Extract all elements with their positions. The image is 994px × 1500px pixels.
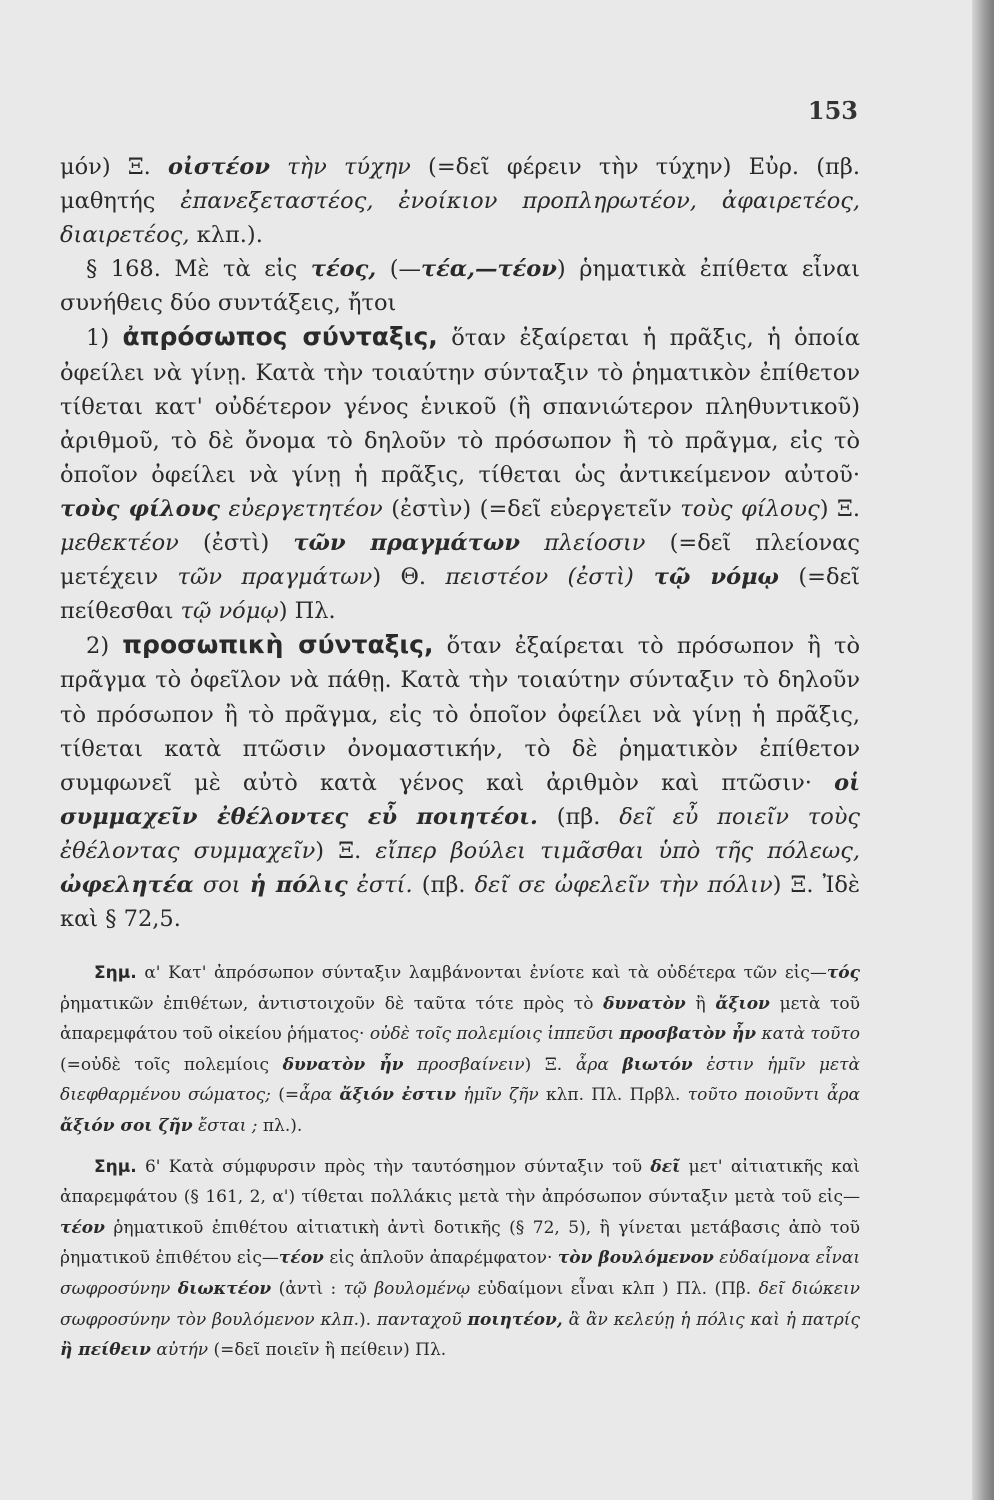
text-span: ἄξιον bbox=[715, 993, 770, 1014]
text-span: προσβατὸν ἦν bbox=[619, 1024, 757, 1045]
text-span: κλπ.). bbox=[189, 222, 263, 249]
text-span: οἱ συμμαχεῖν bbox=[60, 769, 860, 830]
text-span: (=δεῖ πείθεσθαι bbox=[60, 564, 860, 625]
text-span: μόν) Ξ. bbox=[60, 154, 169, 180]
text-span: ῥηματικοῦ ἐπιθέτου αἰτιατικὴ ἀντὶ δοτικῆς (§ 72, 5), ἢ γίνεται μετάβασις ἀπὸ τοῦ ῥηματικοῦ ἐπιθέτου εἰς— bbox=[60, 1217, 860, 1269]
text-span: (= bbox=[270, 1085, 300, 1106]
text-span: τοὺς φίλους bbox=[680, 495, 820, 522]
note-1 bbox=[60, 958, 860, 1142]
text-span: οὐδὲ τοῖς πολεμίοις ἱππεῦσι bbox=[369, 1024, 620, 1045]
text-span: πλ.). bbox=[257, 1115, 303, 1136]
text-span: ἆρα bbox=[575, 1054, 623, 1075]
text-span: ) Ξ. bbox=[524, 1054, 576, 1075]
text-span: ἐπανεξεταστέος, ἐνοίκιον προπληρωτέον, ἀφαιρετέος, διαιρετέος, bbox=[60, 188, 861, 249]
text-span: σοι bbox=[193, 871, 250, 898]
text-span: πειστέον (ἐστὶ) bbox=[445, 564, 634, 591]
text-span: ἐθέλοντες εὖ ποιητέοι. bbox=[216, 803, 538, 830]
text-span: (ἐστὶ) bbox=[178, 530, 294, 557]
text-span: ἆρα bbox=[299, 1085, 340, 1106]
section-heading: ἀπρόσωπος σύνταξις, bbox=[122, 322, 438, 352]
text-span: τῷ νόμῳ bbox=[633, 564, 779, 591]
text-span: α' Κατ' ἀπρόσωπον σύνταξιν λαμβάνονται ἐνίοτε καὶ τὰ οὐδέτερα τῶν εἰς— bbox=[136, 963, 827, 983]
text-span: τῶν πραγμάτων bbox=[293, 530, 520, 557]
text-span: ) Πλ. bbox=[278, 598, 336, 625]
text-span: (πβ. bbox=[412, 871, 475, 898]
text-span: δεῖ σε ὠφελεῖν τὴν πόλιν bbox=[474, 871, 773, 898]
text-span: τός bbox=[826, 963, 860, 983]
text-span: (=δεῖ φέρειν τὴν τύχην) Εὐρ. (πβ. μαθητής bbox=[60, 154, 861, 215]
text-span: ἐστί. bbox=[347, 871, 413, 898]
text-span: τέα,—τέον bbox=[420, 256, 557, 283]
text-span: τέον bbox=[60, 1217, 105, 1238]
text-span: τὴν τύχην bbox=[269, 154, 411, 180]
text-span: αὐτήν bbox=[150, 1340, 209, 1361]
text-span: (=οὐδὲ τοῖς πολεμίοις bbox=[60, 1054, 283, 1075]
text-span: (=δεῖ ποιεῖν ἢ πείθειν) Πλ. bbox=[208, 1340, 447, 1361]
text-span: πλείοσιν bbox=[519, 530, 646, 557]
text-span: ὠφελητέα bbox=[60, 871, 194, 898]
text-span: ὅταν ἐξαίρεται τὸ πρόσωπον ἢ τὸ πρᾶγμα τὸ ὀφεῖλον νὰ πάθῃ. Κατὰ τὴν τοιαύτην σύνταξιν τὸ δηλοῦν τὸ πρόσωπον ἢ τὸ πρᾶγμα, εἰς τὸ ὁποῖον ὀφείλει νὰ γίνῃ ἡ πρᾶξις, τίθεται κατὰ πτῶσιν ὀνομαστικήν, τὸ δὲ ῥηματικὸν ἐπίθετον συμφωνεῖ μὲ αὐτὸ κατὰ γένος καὶ ἀριθμὸν καὶ πτῶσιν· bbox=[60, 633, 861, 796]
text-span: (ἀντὶ : bbox=[271, 1278, 344, 1299]
text-span: § 168. Μὲ τὰ εἰς bbox=[86, 256, 311, 283]
text-span: ἐστιν ἡμῖν μετὰ διεφθαρμένου σώματος; bbox=[60, 1054, 860, 1106]
text-span: δεῖ εὖ ποιεῖν τοὺς ἐθέλοντας συμμαχεῖν bbox=[60, 803, 861, 864]
text-span: τέος, bbox=[310, 256, 377, 283]
text-span: ἡμῖν ζῆν bbox=[456, 1085, 539, 1106]
text-span: διωκτέον bbox=[177, 1278, 272, 1299]
text-span: ἢ bbox=[685, 993, 716, 1014]
text-span: δυνατὸν ἦν bbox=[282, 1054, 404, 1075]
page-edge bbox=[972, 0, 994, 1500]
note-label: Σημ. bbox=[94, 963, 137, 983]
text-span: ἡ πόλις bbox=[249, 871, 348, 898]
text-span: 6' Κατὰ σύμφυρσιν πρὸς τὴν ταυτόσημον σύνταξιν τοῦ bbox=[136, 1156, 651, 1177]
text-span: τῷ βουλομένῳ bbox=[343, 1278, 471, 1299]
text-span: ) ῥηματικὰ ἐπίθετα εἶναι συνήθεις δύο συντάξεις, ἤτοι bbox=[60, 256, 860, 317]
text-span: εὐδαίμονα εἶναι σωφροσύνην bbox=[60, 1248, 860, 1299]
text-span: οἰστέον bbox=[168, 154, 270, 180]
text-span: ) Θ. bbox=[372, 564, 446, 591]
footnotes bbox=[60, 958, 860, 1366]
paragraph-4 bbox=[60, 628, 860, 936]
text-span: τῷ νόμῳ bbox=[180, 598, 279, 625]
note-2 bbox=[60, 1152, 860, 1366]
main-text bbox=[60, 150, 860, 936]
text-span: ποιητέον, bbox=[467, 1309, 563, 1330]
text-span: τοῦτο ποιοῦντι ἆρα bbox=[687, 1085, 861, 1106]
text-span: 1) bbox=[86, 325, 123, 352]
text-span: τῶν πραγμάτων bbox=[177, 564, 373, 591]
text-span: ) Ξ. bbox=[819, 495, 860, 522]
text-span: τὸν βουλόμενον bbox=[557, 1248, 714, 1269]
text-span: μετὰ τοῦ ἀπαρεμφάτου τοῦ οἰκείου ῥήματος· bbox=[60, 993, 860, 1045]
text-span: βιωτόν bbox=[622, 1054, 693, 1075]
paragraph-3 bbox=[60, 320, 860, 628]
text-span: εἴπερ βούλει τιμᾶσθαι ὑπὸ τῆς πόλεως, bbox=[375, 837, 860, 864]
page-number: 153 bbox=[807, 96, 858, 125]
text-span: τέον bbox=[278, 1248, 324, 1269]
text-span: (— bbox=[376, 256, 421, 283]
text-span: ἄξιόν σοι ζῆν bbox=[60, 1115, 193, 1136]
text-span: (ἐστὶν) (=δεῖ εὐεργετεῖν bbox=[382, 495, 681, 522]
text-span: μετ' αἰτιατικῆς καὶ ἀπαρεμφάτου (§ 161, 2, α') τίθεται πολλάκις μετὰ τὴν ἀπρόσωπον σύνταξιν μετὰ τοῦ εἰς— bbox=[60, 1156, 861, 1208]
section-heading: προσωπικὴ σύνταξις, bbox=[122, 630, 434, 660]
text-span: εὐεργετητέον bbox=[219, 495, 383, 522]
text-span: (πβ. bbox=[537, 803, 620, 830]
text-span: ἃ ἂν κελεύῃ ἡ πόλις καὶ ἡ πατρίς bbox=[562, 1309, 860, 1330]
text-span: 2) bbox=[86, 633, 123, 660]
paragraph-1 bbox=[60, 150, 860, 252]
text-span: ) Ξ. Ἰδὲ καὶ § 72,5. bbox=[60, 871, 860, 933]
text-span: ῥηματικῶν ἐπιθέτων, ἀντιστοιχοῦν δὲ ταῦτα τότε πρὸς τὸ bbox=[60, 993, 604, 1014]
text-span: (=δεῖ πλείονας μετέχειν bbox=[60, 530, 860, 591]
text-span: εὐδαίμονι εἶναι κλπ ) Πλ. (Πβ. bbox=[470, 1278, 759, 1299]
text-span: ἢ πείθειν bbox=[60, 1340, 151, 1361]
text-span: προσβαίνειν bbox=[403, 1054, 525, 1075]
note-label: Σημ. bbox=[94, 1156, 137, 1177]
text-span: πανταχοῦ bbox=[376, 1309, 468, 1330]
text-span: μεθεκτέον bbox=[60, 530, 179, 557]
text-span: ἄξιόν ἐστιν bbox=[339, 1085, 457, 1106]
paragraph-2 bbox=[60, 252, 860, 320]
text-span: εἰς ἁπλοῦν ἀπαρέμφατον· bbox=[323, 1248, 558, 1269]
text-span: ἔσται ; bbox=[192, 1115, 258, 1136]
text-span: ) Ξ. bbox=[315, 837, 376, 864]
text-span: τοὺς φίλους bbox=[60, 495, 220, 522]
text-span: κατὰ τοῦτο bbox=[756, 1024, 861, 1045]
text-span: δεῖ διώκειν σωφροσύνην τὸν βουλόμενον κλπ. bbox=[60, 1278, 861, 1330]
text-span: κλπ. Πλ. Πρβλ. bbox=[538, 1085, 688, 1106]
text-span: ). bbox=[358, 1309, 377, 1330]
text-span: δυνατὸν bbox=[603, 993, 686, 1014]
text-span: ὅταν ἐξαίρεται ἡ πρᾶξις, ἡ ὁποία ὀφείλει νὰ γίνῃ. Κατὰ τὴν τοιαύτην σύνταξιν τὸ ῥηματικὸν ἐπίθετον τίθεται κατ' οὐδέτερον γένος ἑνικοῦ (ἢ σπανιώτερον πληθυντικοῦ) ἀριθμοῦ, τὸ δὲ ὄνομα τὸ δηλοῦν τὸ πρόσωπον ἢ τὸ πρᾶγμα, εἰς τὸ ὁποῖον ὀφείλει νὰ γίνῃ ἡ πρᾶξις, τίθεται ὡς ἀντικείμενον αὐτοῦ· bbox=[60, 325, 860, 488]
text-span: δεῖ bbox=[650, 1156, 681, 1177]
